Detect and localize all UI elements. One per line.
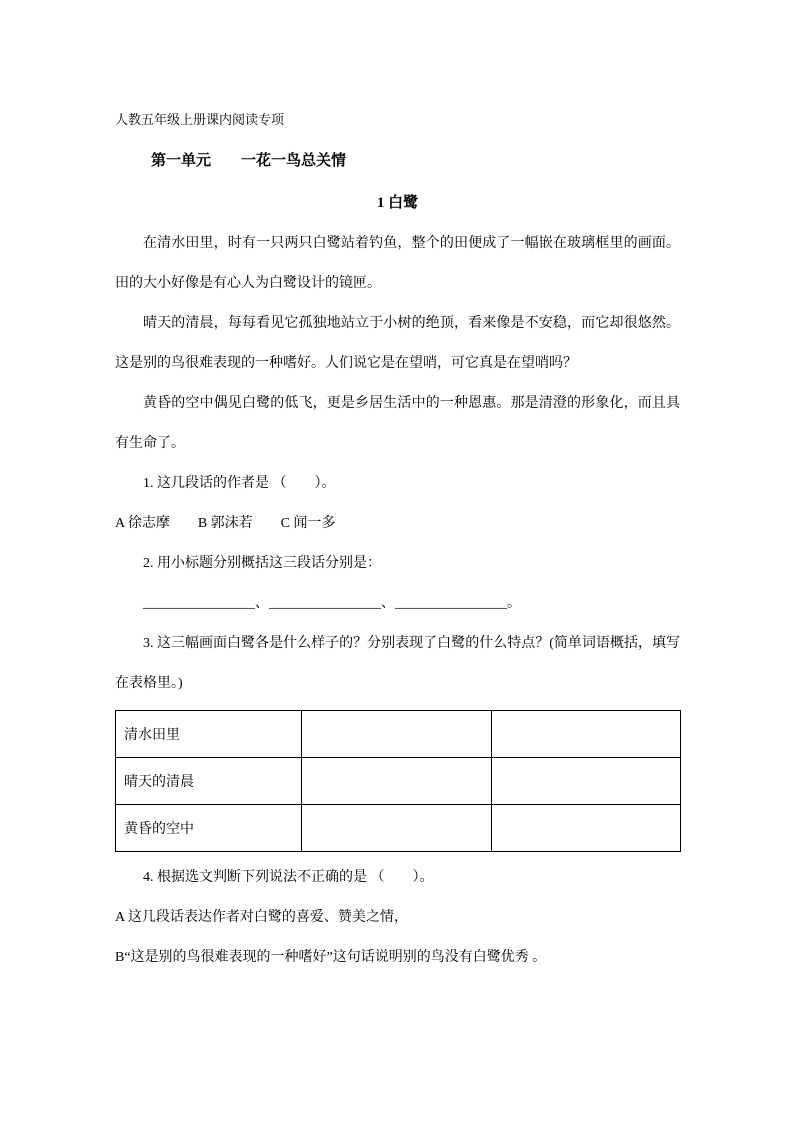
table-cell xyxy=(492,805,681,852)
paragraph-3: 黄昏的空中偶见白鹭的低飞，更是乡居生活中的一种恩惠。那是清澄的形象化，而且具有生命了。 xyxy=(115,396,680,451)
doc-header: 人教五年级上册课内阅读专项 xyxy=(115,112,285,127)
table-cell: 晴天的清晨 xyxy=(116,758,302,805)
question-4-option-a: A 这几段话表达作者对白鹭的喜爱、赞美之情， xyxy=(115,910,408,925)
paragraph-1: 在清水田里，时有一只两只白鹭站着钓鱼，整个的田便成了一幅嵌在玻璃框里的画面。田的大小好像是有心人为白鹭设计的镜匣。 xyxy=(115,236,680,291)
table-row xyxy=(116,758,681,805)
paragraph-2: 晴天的清晨，每每看见它孤独地站立于小树的绝顶，看来像是不安稳，而它却很悠然。这是别的鸟很难表现的一种嗜好。人们说它是在望哨，可它真是在望哨吗？ xyxy=(115,316,680,371)
question-2: 2. 用小标题分别概括这三段话分别是： xyxy=(143,556,381,571)
table-row xyxy=(116,711,681,758)
table-cell xyxy=(302,758,492,805)
question-1-options: A 徐志摩 B 郭沫若 C 闻一多 xyxy=(115,516,336,531)
question-3: 3. 这三幅画面白鹭各是什么样子的？分别表现了白鹭的什么特点？(简单词语概括，填写在表格里。) xyxy=(115,636,680,691)
table-cell: 黄昏的空中 xyxy=(116,805,302,852)
question-4: 4. 根据选文判断下列说法不正确的是 （ ）。 xyxy=(143,870,434,885)
table-cell: 清水田里 xyxy=(116,711,302,758)
unit-title: 第一单元 一花一鸟总关情 xyxy=(151,153,347,169)
question-2-blanks: ________________、________________、________________。 xyxy=(143,596,521,611)
table-row xyxy=(116,805,681,852)
answer-table xyxy=(115,710,681,852)
question-1: 1. 这几段话的作者是 （ ）。 xyxy=(143,476,336,491)
question-4-option-b: B“这是别的鸟很难表现的一种嗜好”这句话说明别的鸟没有白鹭优秀 。 xyxy=(115,950,547,965)
table-cell xyxy=(492,711,681,758)
table-cell xyxy=(302,711,492,758)
table-cell xyxy=(492,758,681,805)
table-cell xyxy=(302,805,492,852)
lesson-title: 1 白鹭 xyxy=(376,195,419,211)
